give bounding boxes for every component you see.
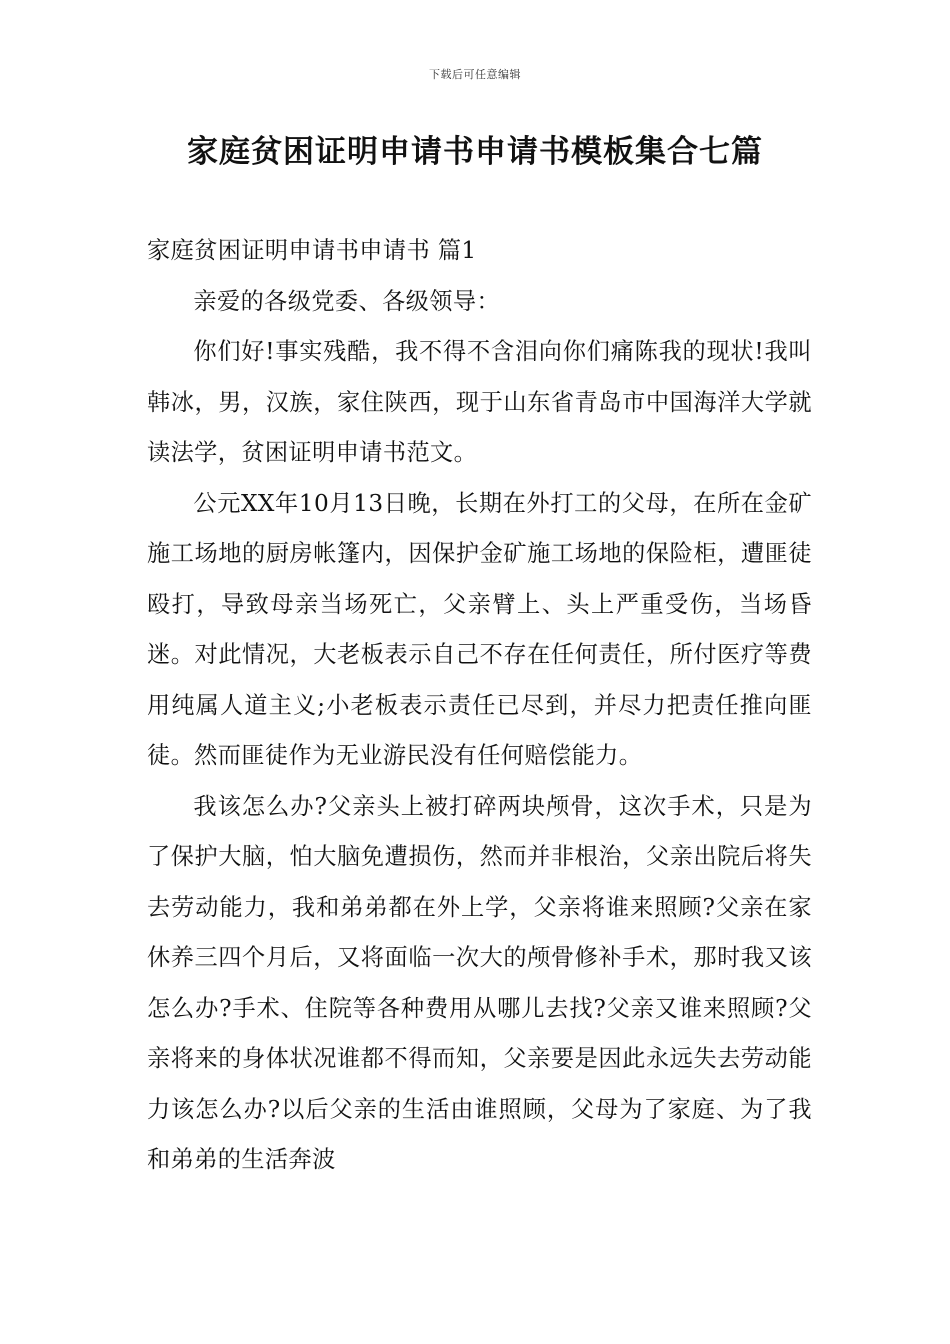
- header-note: 下载后可任意编辑: [429, 68, 521, 81]
- paragraph-2: 公元XX年10月13日晚，长期在外打工的父母，在所在金矿施工场地的厨房帐篷内，因保护金矿施工场地的保险柜，遭匪徒殴打，导致母亲当场死亡，父亲臂上、头上严重受伤，当场昏迷。对此情况，大老板表示自己不存在任何责任，所付医疗等费用纯属人道主义;小老板表示责任已尽到，并尽力把责任推向匪徒。然而匪徒作为无业游民没有任何赔偿能力。: [147, 489, 812, 769]
- salutation: 亲爱的各级党委、各级领导：: [193, 287, 501, 315]
- section-heading: 家庭贫困证明申请书申请书 篇1: [147, 237, 477, 264]
- document-body: [147, 226, 812, 1186]
- paragraph-1: 你们好!事实残酷，我不得不含泪向你们痛陈我的现状!我叫韩冰，男，汉族，家住陕西，现于山东省青岛市中国海洋大学就读法学，贫困证明申请书范文。: [147, 338, 812, 466]
- paragraph-3: 我该怎么办?父亲头上被打碎两块颅骨，这次手术，只是为了保护大脑，怕大脑免遭损伤，然而并非根治，父亲出院后将失去劳动能力，我和弟弟都在外上学，父亲将谁来照顾?父亲在家休养三四个月后，又将面临一次大的颅骨修补手术，那时我又该怎么办?手术、住院等各种费用从哪儿去找?父亲又谁来照顾?父亲将来的身体状况谁都不得而知，父亲要是因此永远失去劳动能力该怎么办?以后父亲的生活由谁照顾，父母为了家庭、为了我和弟弟的生活奔波: [147, 792, 812, 1173]
- document-title: 家庭贫困证明申请书申请书模板集合七篇: [187, 134, 763, 170]
